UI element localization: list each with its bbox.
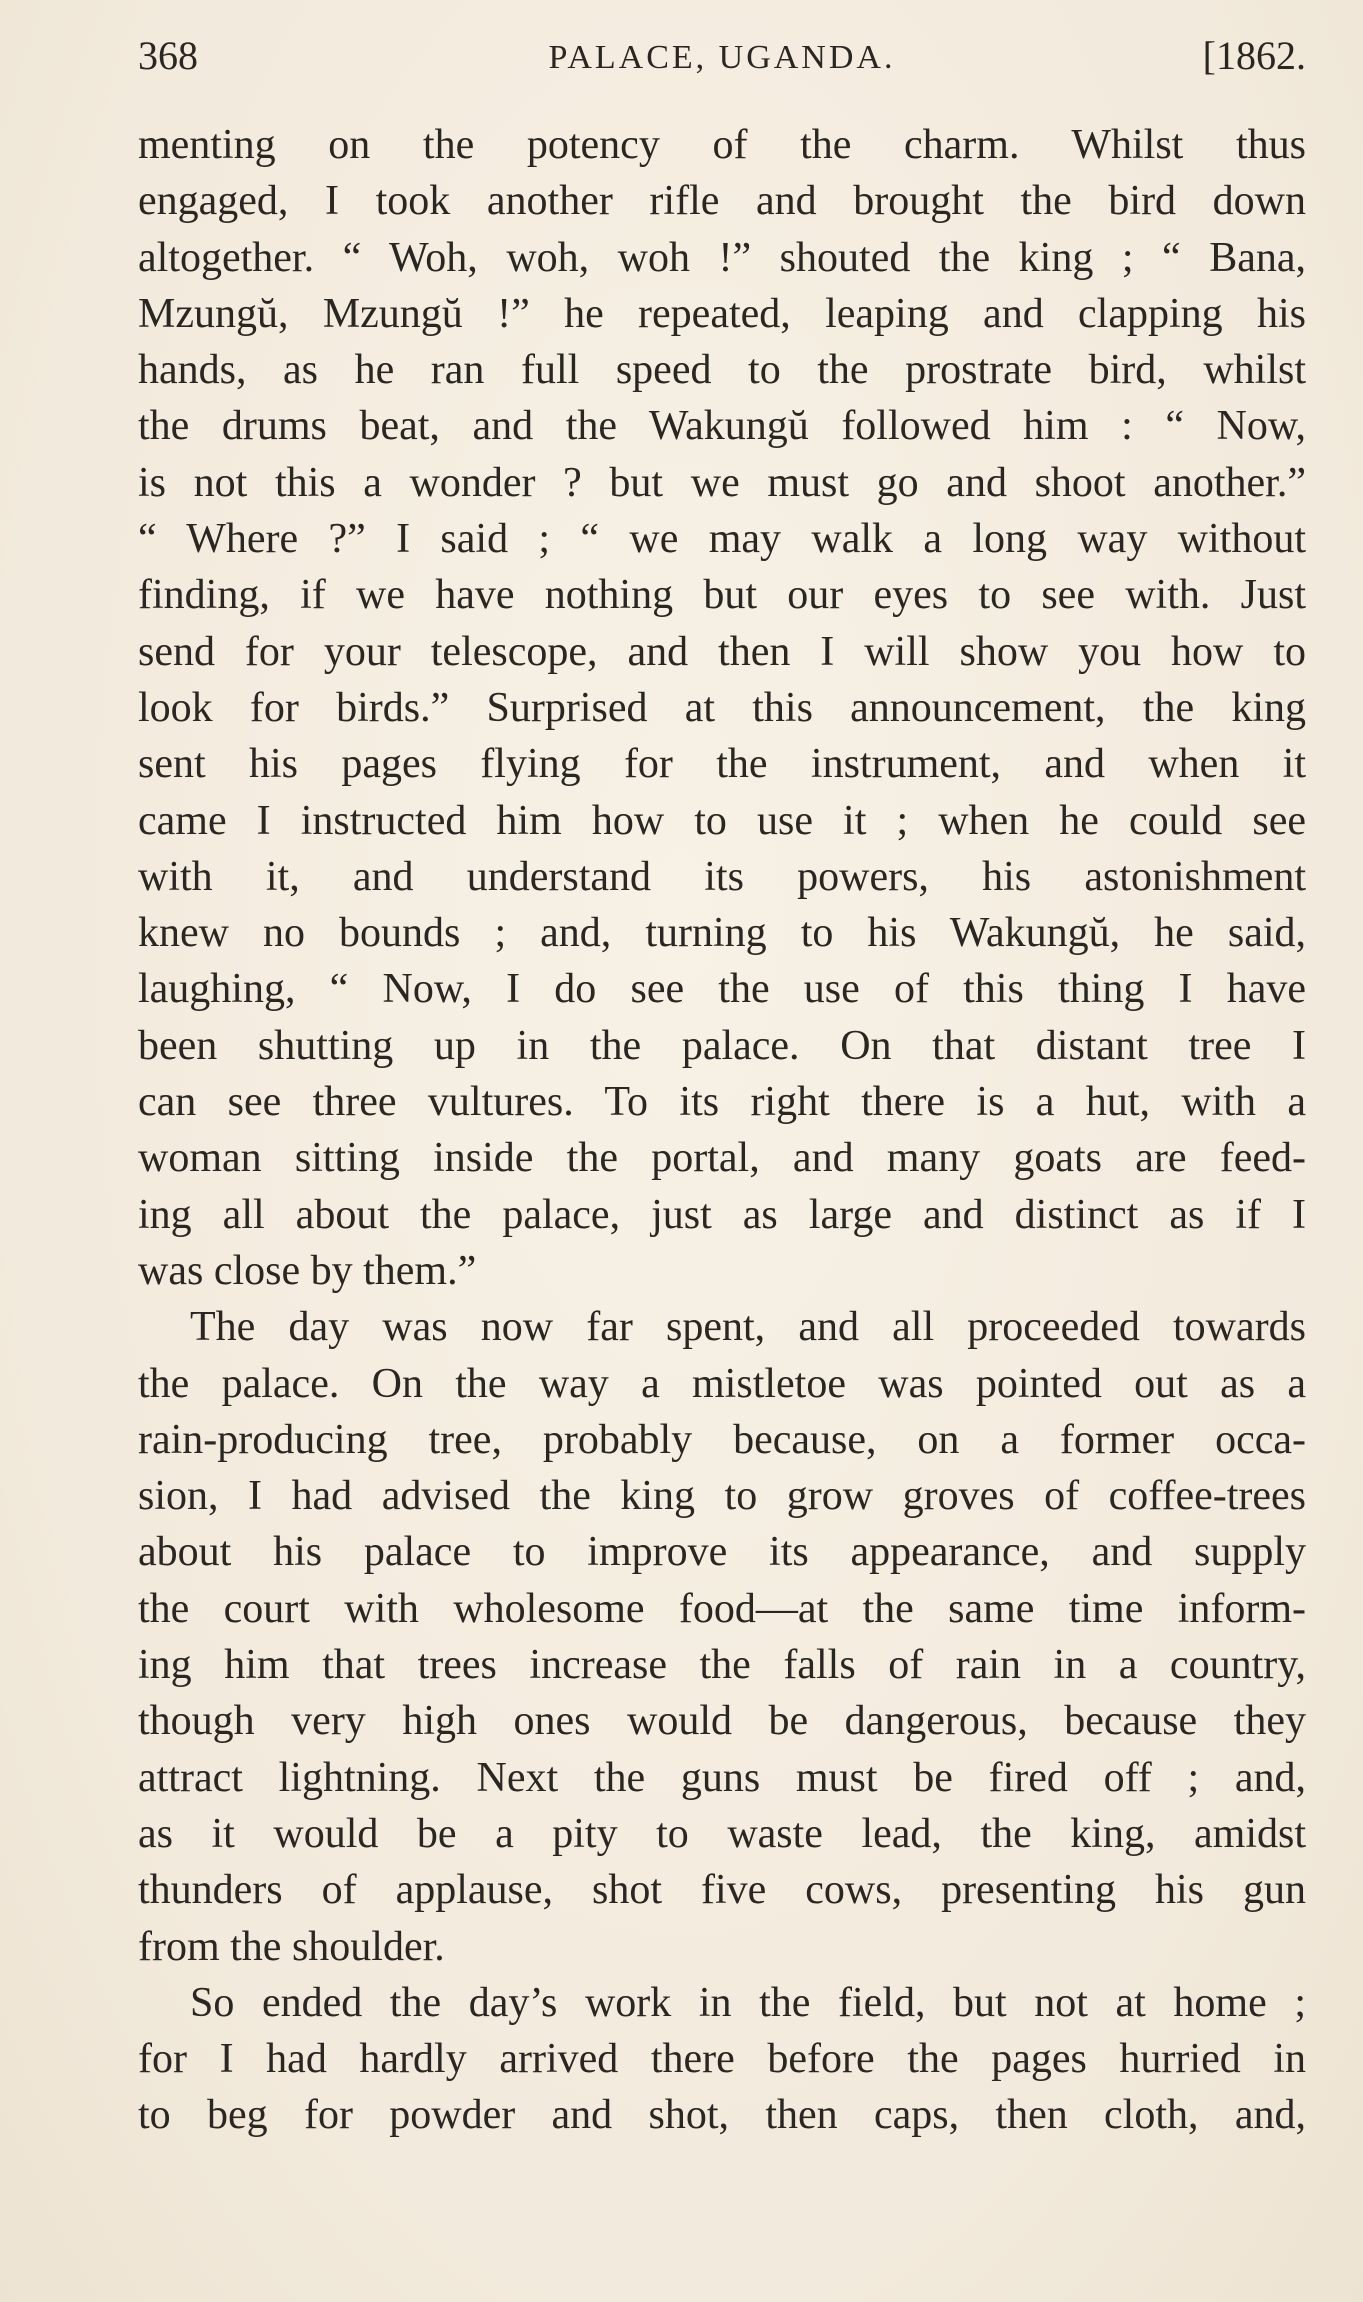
text-line: though very high ones would be dangerous, because they [138,1698,1306,1745]
text-line: ing him that trees increase the falls of rain in a country, [138,1642,1306,1689]
text-line: the court with wholesome food—at the same time inform- [138,1585,1306,1632]
text-line: been shutting up in the palace. On that distant tree I [138,1022,1306,1069]
running-head [138,28,1306,84]
text-line: knew no bounds ; and, turning to his Wakungŭ, he said, [138,910,1306,957]
text-line: altogether. “ Woh, woh, woh !” shouted the king ; “ Bana, [138,234,1306,281]
text-line: from the shoulder. [138,1923,445,1970]
text-line: can see three vultures. To its right there is a hut, with a [138,1079,1306,1126]
text-line: finding, if we have nothing but our eyes to see with. Just [138,572,1306,619]
text-line: the palace. On the way a mistletoe was pointed out as a [138,1360,1306,1407]
text-line: look for birds.” Surprised at this announcement, the king [138,684,1306,731]
text-line: as it would be a pity to waste lead, the king, amidst [138,1810,1306,1857]
text-line: thunders of applause, shot five cows, presenting his gun [138,1867,1306,1914]
paragraph [138,117,1306,1299]
body-text [138,117,1306,2144]
text-line: came I instructed him how to use it ; when he could see [138,797,1306,844]
text-line: Mzungŭ, Mzungŭ !” he repeated, leaping and clapping his [138,290,1306,337]
paragraph [138,1299,1306,1975]
text-line: about his palace to improve its appearance, and supply [138,1529,1306,1576]
text-line: So ended the day’s work in the field, but not at home ; [190,1979,1306,2026]
text-line: ing all about the palace, just as large and distinct as if I [138,1191,1306,1238]
text-line: attract lightning. Next the guns must be fired off ; and, [138,1754,1306,1801]
text-line: rain-producing tree, probably because, on a former occa- [138,1416,1306,1463]
text-line: laughing, “ Now, I do see the use of this thing I have [138,966,1306,1013]
text-line: with it, and understand its powers, his astonishment [138,853,1306,900]
running-year: [1862. [1202,33,1306,78]
text-line: engaged, I took another rifle and brought the bird down [138,178,1306,225]
text-line: “ Where ?” I said ; “ we may walk a long way without [138,516,1306,563]
text-line: menting on the potency of the charm. Whilst thus [138,122,1306,168]
running-title: PALACE, UGANDA. [548,39,896,76]
text-line: hands, as he ran full speed to the prostrate bird, whilst [138,347,1306,394]
text-line: send for your telescope, and then I will show you how to [138,628,1306,675]
text-line: for I had hardly arrived there before the pages hurried in [138,2036,1306,2083]
text-line: The day was now far spent, and all proceeded towards [190,1304,1306,1351]
text-line: sent his pages flying for the instrument, and when it [138,741,1306,788]
paragraph [138,1975,1306,2144]
text-line: was close by them.” [138,1247,477,1294]
text-line: woman sitting inside the portal, and many goats are feed- [138,1135,1306,1182]
text-line: the drums beat, and the Wakungŭ followed him : “ Now, [138,403,1306,450]
text-line: to beg for powder and shot, then caps, then cloth, and, [138,2092,1306,2139]
page-number: 368 [138,33,198,78]
text-line: is not this a wonder ? but we must go and shoot another.” [138,459,1306,506]
text-line: sion, I had advised the king to grow groves of coffee-trees [138,1473,1306,1520]
